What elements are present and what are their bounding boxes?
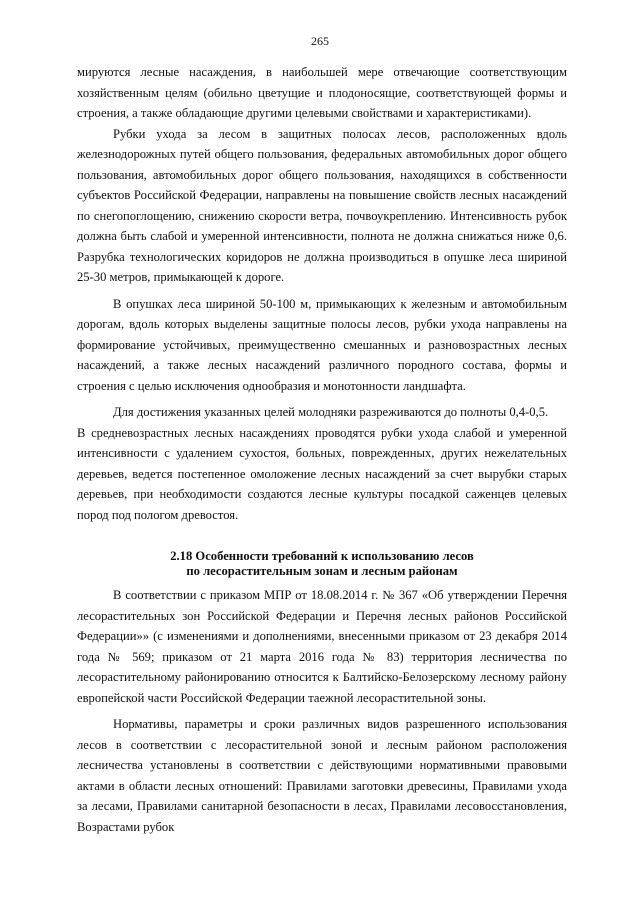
page-content: [77, 62, 567, 837]
section-heading-line-2: по лесорастительным зонам и лесным районам: [186, 564, 458, 578]
section-heading-line-1: 2.18 Особенности требований к использованию лесов: [170, 549, 474, 563]
paragraph-forest-edges: В опушках леса шириной 50-100 м, примыкающих к железным и автомобильным дорогам, вдоль которых выделены защитные полосы лесов, рубки ухода направлены на формирование устойчивых, преимущественно смешанных и разновозрастных лесных насаждений, а также лесных насаждений различного породного состава, формы и строения с целью исключения однообразия и монотонности ландшафта.: [77, 296, 567, 393]
paragraph-forest-zoning: В соответствии с приказом МПР от 18.08.2014 г. № 367 «Об утверждении Перечня лесорастительных зон Российской Федерации и Перечня лесных районов Российской Федерации»» (с изменениями и дополнениями, внесенными приказом от 23 декабря 2014 года № 569; приказом от 21 марта 2016 года № 83) территория лесничества по лесорастительному районированию относится к Балтийско-Белозерскому лесному району европейской части Российской Федерации таежной лесорастительной зоны.: [77, 588, 567, 705]
paragraph-thinning-target: Для достижения указанных целей молодняки разреживаются до полноты 0,4-0,5.: [113, 405, 549, 419]
paragraph-protective-strips: Рубки ухода за лесом в защитных полосах лесов, расположенных вдоль железнодорожных путей общего пользования, федеральных автомобильных дорог общего пользования, автомобильных дорог общего пользования, находящихся в собственности субъектов Российской Федерации, направлены на повышение свойств лесных насаждений по снегопоглощению, снижению скорости ветра, почвоукреплению. Интенсивность рубок должна быть слабой и умеренной интенсивности, полнота не должна снижаться ниже 0,6. Разрубка технологических коридоров не должна производиться в опушке леса шириной 25-30 метров, примыкающей к дороге.: [77, 126, 567, 284]
paragraph-continuation: мируются лесные насаждения, в наибольшей мере отвечающие соответствующим хозяйственным целям (обильно цветущие и плодоносящие, соответствующей формы и строения, а также обладающие другими целевыми свойствами и характеристиками).: [77, 65, 567, 120]
section-heading: [77, 549, 567, 579]
page-number: 265: [311, 34, 329, 48]
paragraph-middle-aged-stands: В средневозрастных лесных насаждениях проводятся рубки ухода слабой и умеренной интенсивности с удалением сухостоя, больных, поврежденных, других нежелательных деревьев, ведется постепенное омоложение лесных насаждений за счет вырубки старых деревьев, при необходимости создаются лесные культуры посадкой саженцев целевых пород под пологом древостоя.: [77, 425, 567, 522]
paragraph-usage-norms: Нормативы, параметры и сроки различных видов разрешенного использования лесов в соответствии с лесорастительной зоной и лесным районом расположения лесничества установлены в соответствии с действующими нормативными правовыми актами в области лесных отношений: Правилами заготовки древесины, Правилами ухода за лесами, Правилами санитарной безопасности в лесах, Правилами лесовосстановления, Возрастами рубок: [77, 717, 567, 834]
